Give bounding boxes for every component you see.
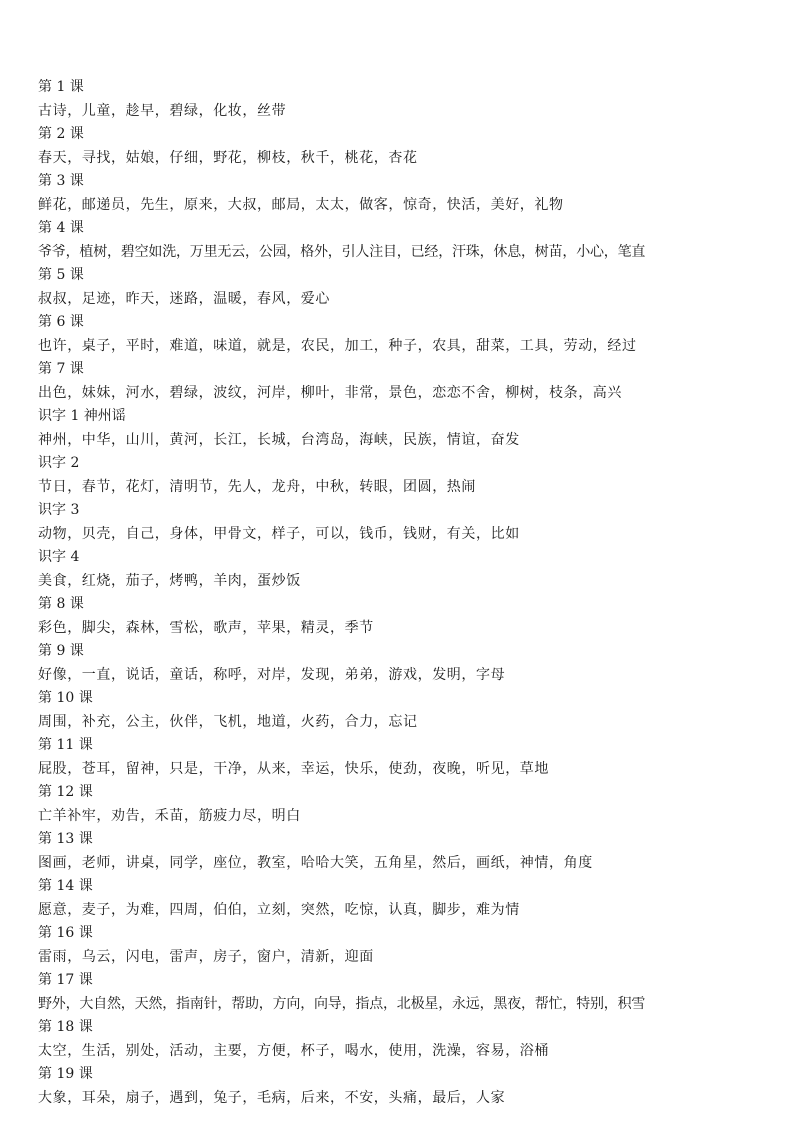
- lesson-title: 第 4 课: [38, 220, 84, 236]
- lesson-10: [38, 687, 788, 734]
- lesson-title: 第 18 课: [38, 1019, 93, 1035]
- lesson-words: 图画，老师，讲桌，同学，座位，教室，哈哈大笑，五角星，然后，画纸，神情，角度: [38, 854, 593, 871]
- lesson-words: 好像，一直，说话，童话，称呼，对岸，发现，弟弟，游戏，发明，字母: [38, 666, 506, 683]
- lesson-title: 第 13 课: [38, 831, 93, 847]
- lesson-14: [38, 875, 788, 922]
- lesson-title: 第 7 课: [38, 361, 84, 377]
- lesson-18: [38, 1016, 788, 1063]
- lesson-words: 鲜花，邮递员，先生，原来，大叔，邮局，太太，做客，惊奇，快活，美好，礼物: [38, 196, 564, 213]
- vocabulary-document: [38, 76, 788, 1110]
- lesson-words: 爷爷，植树，碧空如洗，万里无云，公园，格外，引人注目，已经，汗珠，休息，树苗，小心，笔直: [38, 243, 646, 260]
- lesson-words: 春天，寻找，姑娘，仔细，野花，柳枝，秋千，桃花，杏花: [38, 149, 418, 166]
- lesson-6: [38, 311, 788, 358]
- lesson-words: 美食，红烧，茄子，烤鸭，羊肉，蛋炒饭: [38, 572, 301, 589]
- lesson-3: [38, 170, 788, 217]
- lesson-words: 野外，大自然，天然，指南针，帮助，方向，向导，指点，北极星，永远，黑夜，帮忙，特别，积雪: [38, 995, 646, 1012]
- lesson-1: [38, 76, 788, 123]
- lesson-words: 彩色，脚尖，森林，雪松，歌声，苹果，精灵，季节: [38, 619, 374, 636]
- lesson-16: [38, 922, 788, 969]
- lesson-12: [38, 781, 788, 828]
- lesson-title: 识字 1 神州谣: [38, 408, 126, 424]
- lesson-title: 第 17 课: [38, 972, 93, 988]
- lesson-words: 亡羊补牢，劝告，禾苗，筋疲力尽，明白: [38, 807, 301, 824]
- lesson-words: 节日，春节，花灯，清明节，先人，龙舟，中秋，转眼，团圆，热闹: [38, 478, 476, 495]
- lesson-title: 第 19 课: [38, 1066, 93, 1082]
- lesson-words: 太空，生活，别处，活动，主要，方便，杯子，喝水，使用，洗澡，容易，浴桶: [38, 1042, 549, 1059]
- lesson-title: 识字 3: [38, 502, 80, 518]
- lesson-words: 古诗，儿童，趁早，碧绿，化妆，丝带: [38, 102, 287, 119]
- lesson-title: 第 10 课: [38, 690, 93, 706]
- lesson-title: 第 6 课: [38, 314, 84, 330]
- lesson-words: 屁股，苍耳，留神，只是，干净，从来，幸运，快乐，使劲，夜晚，听见，草地: [38, 760, 549, 777]
- lesson-title: 第 14 课: [38, 878, 93, 894]
- literacy-4: [38, 546, 788, 593]
- literacy-3: [38, 499, 788, 546]
- lesson-words: 愿意，麦子，为难，四周，伯伯，立刻，突然，吃惊，认真，脚步，难为情: [38, 901, 520, 918]
- lesson-words: 出色，妹妹，河水，碧绿，波纹，河岸，柳叶，非常，景色，恋恋不舍，柳树，枝条，高兴: [38, 384, 622, 401]
- lesson-4: [38, 217, 788, 264]
- lesson-13: [38, 828, 788, 875]
- lesson-title: 第 16 课: [38, 925, 93, 941]
- lesson-title: 第 2 课: [38, 126, 84, 142]
- lesson-words: 神州，中华，山川，黄河，长江，长城，台湾岛，海峡，民族，情谊，奋发: [38, 431, 520, 448]
- lesson-9: [38, 640, 788, 687]
- lesson-words: 周围，补充，公主，伙伴，飞机，地道，火药，合力，忘记: [38, 713, 418, 730]
- lesson-8: [38, 593, 788, 640]
- lesson-words: 也许，桌子，平时，难道，味道，就是，农民，加工，种子，农具，甜菜，工具，劳动，经过: [38, 337, 637, 354]
- lesson-title: 第 12 课: [38, 784, 93, 800]
- lesson-5: [38, 264, 788, 311]
- lesson-title: 识字 4: [38, 549, 80, 565]
- lesson-11: [38, 734, 788, 781]
- lesson-words: 动物，贝壳，自己，身体，甲骨文，样子，可以，钱币，钱财，有关，比如: [38, 525, 520, 542]
- lesson-title: 第 9 课: [38, 643, 84, 659]
- lesson-title: 第 1 课: [38, 79, 84, 95]
- lesson-words: 大象，耳朵，扇子，遇到，兔子，毛病，后来，不安，头痛，最后，人家: [38, 1089, 506, 1106]
- lesson-title: 第 11 课: [38, 737, 93, 753]
- literacy-2: [38, 452, 788, 499]
- lesson-title: 第 8 课: [38, 596, 84, 612]
- lesson-words: 叔叔，足迹，昨天，迷路，温暖，春风，爱心: [38, 290, 330, 307]
- lesson-2: [38, 123, 788, 170]
- lesson-title: 第 5 课: [38, 267, 84, 283]
- lesson-title: 识字 2: [38, 455, 80, 471]
- lesson-19: [38, 1063, 788, 1110]
- lesson-7: [38, 358, 788, 405]
- lesson-words: 雷雨，乌云，闪电，雷声，房子，窗户，清新，迎面: [38, 948, 374, 965]
- literacy-1: [38, 405, 788, 452]
- lesson-title: 第 3 课: [38, 173, 84, 189]
- lesson-17: [38, 969, 788, 1016]
